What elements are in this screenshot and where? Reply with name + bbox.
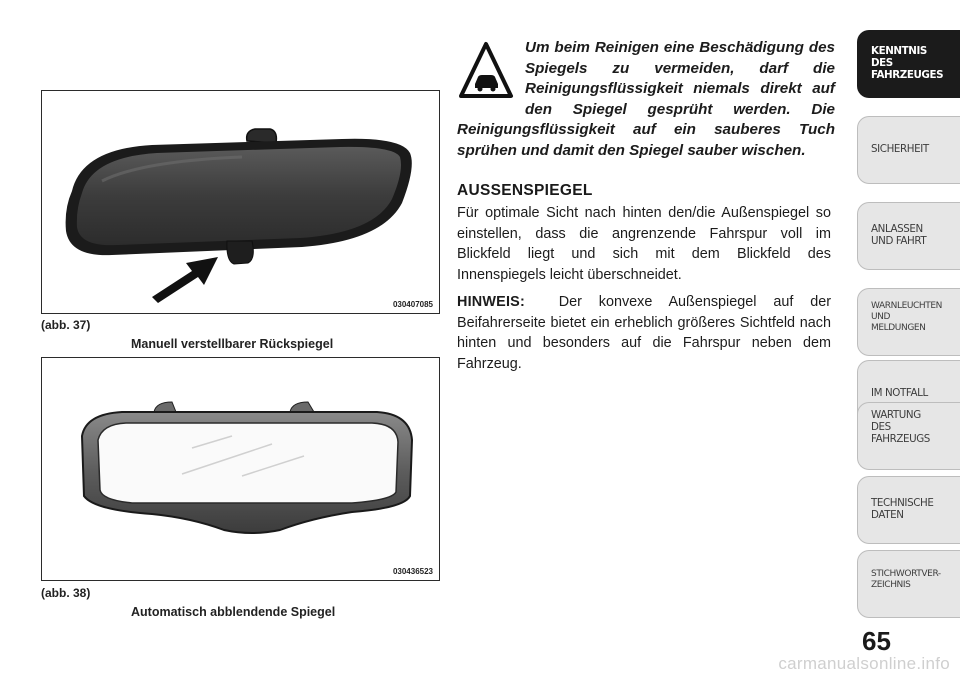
section-paragraph: Für optimale Sicht nach hinten den/die Außenspiegel so einstellen, dass die angrenzende Fahrspur voll im Blickfeld liegt und sich mit dem Blickfeld des Innenspiegels leicht überschneidet. — [457, 205, 831, 283]
tab-anlassen-und-fahrt[interactable]: ANLASSEN UND FAHRT — [857, 202, 960, 270]
figure-37 — [41, 90, 440, 314]
rear-view-mirror-illustration — [42, 91, 439, 313]
tab-sicherheit[interactable]: SICHERHEIT — [857, 116, 960, 184]
figure-code: 030407085 — [392, 300, 433, 309]
figure-label: (abb. 38) — [41, 586, 91, 600]
section-heading: AUSSENSPIEGEL — [457, 182, 593, 199]
auto-dimming-mirror-illustration — [42, 358, 439, 580]
warning-block — [457, 38, 835, 161]
note-paragraph — [457, 292, 831, 374]
figure-label: (abb. 37) — [41, 318, 91, 332]
watermark: carmanualsonline.info — [778, 654, 950, 673]
warning-text: Um beim Reinigen eine Beschädigung des Spiegels zu vermeiden, darf die Reinigungsflüssigkeit niemals direkt auf den Spiegel gesprüht werden. Die Reinigungsflüssigkeit auf ein sauberes Tuch sprühen und damit den Spiegel sauber wischen. — [457, 39, 835, 159]
tab-technische-daten[interactable]: TECHNISCHE DATEN — [857, 476, 960, 544]
figure-code: 030436523 — [392, 567, 433, 576]
warning-triangle-car-icon — [457, 40, 515, 102]
figure-caption: Automatisch abblendende Spiegel — [131, 605, 336, 619]
figure-caption: Manuell verstellbarer Rückspiegel — [131, 337, 334, 351]
tab-wartung-des-fahrzeugs[interactable]: WARTUNG DES FAHRZEUGS — [857, 402, 960, 470]
tab-kenntnis-des-fahrzeuges[interactable]: KENNTNIS DES FAHRZEUGES — [857, 30, 960, 98]
arrow-pointer-icon — [152, 257, 218, 303]
page-number: 65 — [862, 626, 891, 656]
tab-stichwortverzeichnis[interactable]: STICHWORTVER- ZEICHNIS — [857, 550, 960, 618]
tab-warnleuchten-und-meldungen[interactable]: WARNLEUCHTEN UND MELDUNGEN — [857, 288, 960, 356]
note-text: Der konvexe Außenspiegel auf der Beifahrerseite bietet ein erheblich größeres Sichtfeld nach hinten und besonders auf die Fahrspur neben dem Fahrzeug. — [457, 294, 831, 372]
note-label: HINWEIS: — [457, 294, 525, 310]
figure-38 — [41, 357, 440, 581]
tab-im-notfall[interactable]: IM NOTFALL — [857, 360, 960, 428]
